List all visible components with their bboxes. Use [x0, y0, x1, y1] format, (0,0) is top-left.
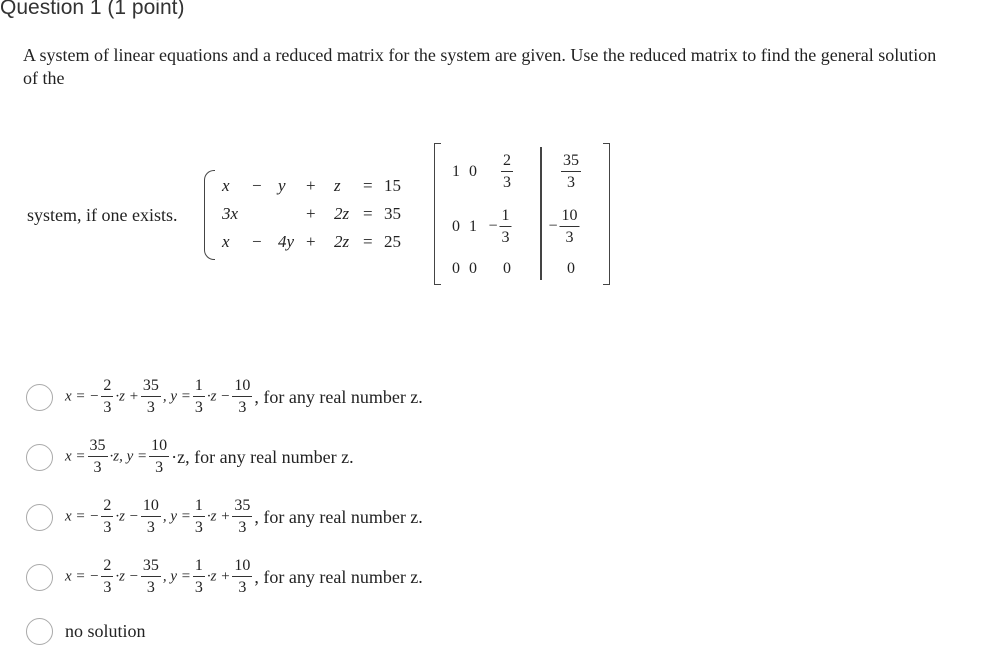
numerator: 35 [141, 378, 161, 397]
equation-term: z [334, 176, 341, 195]
radio-button[interactable] [26, 564, 53, 591]
question-number: Question 1 [0, 0, 102, 19]
denominator: 3 [155, 459, 164, 476]
denominator: 3 [103, 579, 112, 596]
equation-term: x [222, 232, 230, 251]
denominator: 3 [93, 459, 102, 476]
expression-text: , y = [162, 388, 191, 405]
equation-term: 15 [384, 176, 401, 195]
option-label: , for any real number z. [254, 566, 423, 587]
fraction [501, 153, 513, 191]
numerator: 2 [501, 153, 513, 172]
numerator: 2 [101, 378, 113, 397]
fraction [500, 208, 512, 246]
matrix-entry: 1 [452, 163, 460, 180]
denominator: 3 [146, 399, 155, 416]
fraction [193, 558, 205, 596]
equation-term: 3x [222, 204, 239, 223]
denominator: 3 [238, 579, 247, 596]
augment-divider [540, 147, 542, 280]
equation-term: + [306, 232, 316, 251]
matrix-entry: 0 [503, 260, 511, 277]
denominator: 3 [146, 579, 155, 596]
fraction [232, 378, 252, 416]
matrix-entry: 1 [469, 218, 477, 235]
equation-term: = [363, 204, 373, 223]
fraction [141, 558, 161, 596]
numerator: 10 [149, 438, 169, 457]
fraction [101, 498, 113, 536]
equation-term: 25 [384, 232, 401, 251]
equation-term: + [306, 176, 316, 195]
question-prompt: A system of linear equations and a reduced matrix for the system are given. Use the reduced matrix to find the general solution of the [23, 45, 937, 88]
equation-term: 35 [384, 204, 401, 223]
equation-term: − [252, 232, 262, 251]
fraction [232, 498, 252, 536]
numerator: 10 [560, 208, 580, 227]
fraction [101, 558, 113, 596]
solution-expression [65, 498, 254, 536]
numerator: 35 [232, 498, 252, 517]
matrix-entry [548, 208, 581, 246]
equation-term: 2z [334, 232, 350, 251]
radio-button[interactable] [26, 618, 53, 645]
fraction [560, 208, 580, 246]
matrix-entry: 0 [469, 260, 477, 277]
minus-sign: − [488, 217, 498, 235]
system-label: system, if one exists. [27, 205, 178, 225]
equation-term: x [222, 176, 230, 195]
expression-text: x = − [65, 508, 100, 525]
equation-term: = [363, 176, 373, 195]
answer-option[interactable] [26, 438, 354, 476]
fraction [193, 378, 205, 416]
numerator: 1 [193, 378, 205, 397]
expression-text: ·z + [115, 388, 139, 405]
option-label: , for any real number z. [254, 506, 423, 527]
question-points: (1 point) [107, 0, 185, 19]
matrix-entry: 0 [469, 163, 477, 180]
equation-term: − [252, 176, 262, 195]
fraction [141, 498, 161, 536]
solution-expression [65, 378, 254, 416]
equation-term: 2z [334, 204, 350, 223]
radio-button[interactable] [26, 504, 53, 531]
equation-term: = [363, 232, 373, 251]
expression-text: ·z + [206, 568, 231, 585]
expression-text: , y = [162, 568, 191, 585]
fraction [141, 378, 161, 416]
equation-term: + [306, 204, 316, 223]
equation-term: 4y [278, 232, 295, 251]
expression-text: ·z − [115, 508, 139, 525]
answer-option[interactable] [26, 498, 423, 536]
fraction [232, 558, 252, 596]
denominator: 3 [103, 519, 112, 536]
option-label: no solution [65, 621, 146, 641]
numerator: 2 [101, 498, 113, 517]
fraction [88, 438, 108, 476]
numerator: 1 [193, 498, 205, 517]
numerator: 35 [88, 438, 108, 457]
matrix-entry: 0 [452, 218, 460, 235]
matrix-entry [499, 153, 515, 191]
denominator: 3 [238, 519, 247, 536]
denominator: 3 [565, 229, 574, 246]
fraction [149, 438, 169, 476]
matrix-entry: 0 [452, 260, 460, 277]
expression-text: ·z, y = [109, 448, 148, 465]
numerator: 10 [141, 498, 161, 517]
fraction [193, 498, 205, 536]
numerator: 2 [101, 558, 113, 577]
expression-text: x = − [65, 568, 100, 585]
radio-button[interactable] [26, 444, 53, 471]
numerator: 1 [193, 558, 205, 577]
matrix-entry [488, 208, 513, 246]
denominator: 3 [146, 519, 155, 536]
denominator: 3 [194, 519, 203, 536]
solution-expression [65, 558, 254, 596]
question-title [0, 0, 184, 20]
system-brace [204, 170, 215, 260]
answer-option[interactable] [26, 558, 423, 596]
denominator: 3 [194, 399, 203, 416]
matrix-entry [559, 153, 583, 191]
fraction [561, 153, 581, 191]
denominator: 3 [501, 229, 510, 246]
denominator: 3 [503, 174, 511, 191]
denominator: 3 [194, 579, 203, 596]
numerator: 10 [232, 378, 252, 397]
denominator: 3 [103, 399, 112, 416]
denominator: 3 [238, 399, 247, 416]
radio-button[interactable] [26, 384, 53, 411]
expression-text: ·z − [115, 568, 139, 585]
expression-text: ·z − [206, 388, 231, 405]
expression-text: x = − [65, 388, 100, 405]
numerator: 35 [141, 558, 161, 577]
matrix-right-bracket [603, 143, 610, 285]
equation-term: y [278, 176, 286, 195]
solution-expression [65, 438, 171, 476]
option-label: , for any real number z. [254, 386, 423, 407]
expression-text: x = [65, 448, 86, 465]
matrix-left-bracket [434, 143, 441, 285]
denominator: 3 [567, 174, 575, 191]
numerator: 35 [561, 153, 581, 172]
matrix-entry: 0 [567, 260, 575, 277]
answer-option[interactable] [26, 618, 146, 645]
option-label: ·z, for any real number z. [171, 446, 354, 467]
answer-option[interactable] [26, 378, 423, 416]
fraction [101, 378, 113, 416]
minus-sign: − [548, 217, 558, 235]
numerator: 1 [500, 208, 512, 227]
numerator: 10 [232, 558, 252, 577]
expression-text: ·z + [206, 508, 231, 525]
expression-text: , y = [162, 508, 191, 525]
